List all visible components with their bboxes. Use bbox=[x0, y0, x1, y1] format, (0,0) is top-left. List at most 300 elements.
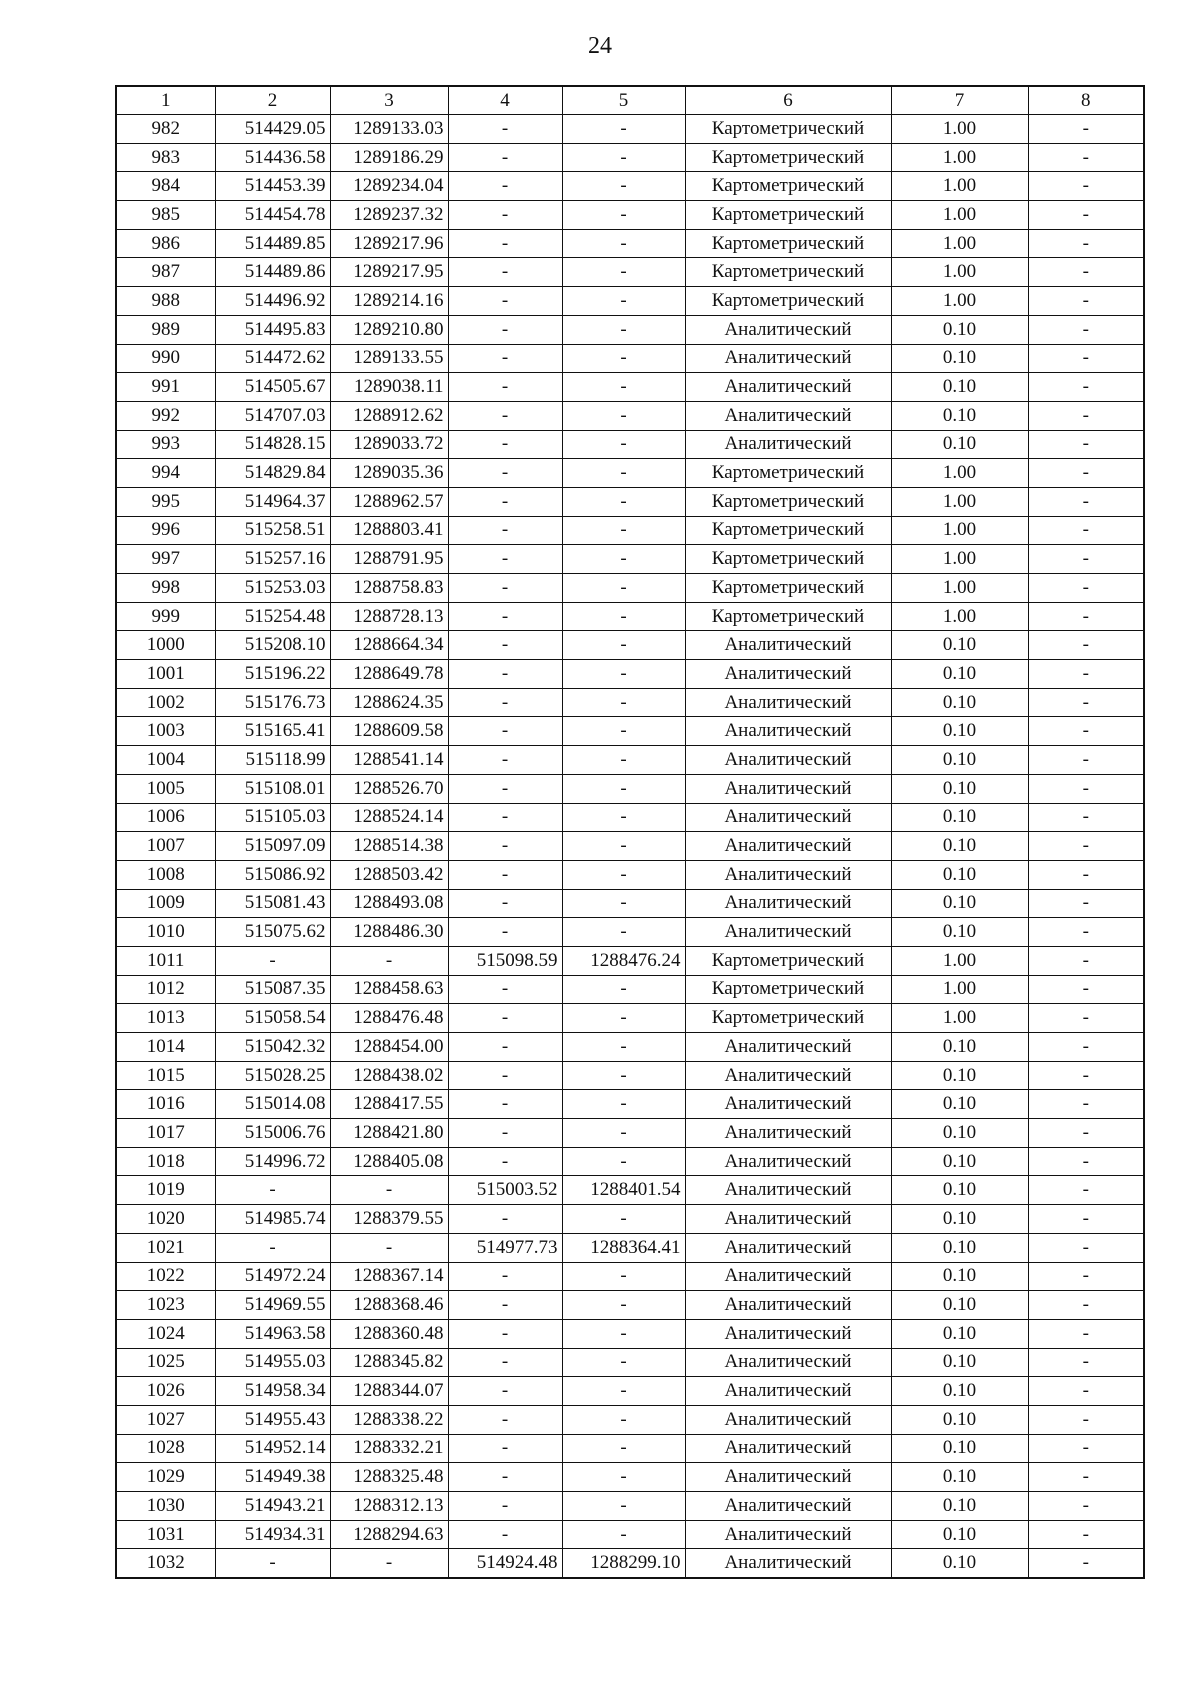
table-cell-col-2: 515118.99 bbox=[215, 746, 330, 775]
table-cell-col-1: 1030 bbox=[116, 1492, 215, 1521]
table-cell-col-2: 514943.21 bbox=[215, 1492, 330, 1521]
table-cell-col-3: 1288476.48 bbox=[330, 1004, 448, 1033]
page-number: 24 bbox=[588, 33, 612, 59]
table-cell-col-8: - bbox=[1028, 1549, 1144, 1578]
table-cell-col-7: 0.10 bbox=[891, 832, 1028, 861]
table-cell-col-2: 515086.92 bbox=[215, 860, 330, 889]
table-row bbox=[116, 918, 1144, 947]
table-cell-col-3: 1288379.55 bbox=[330, 1205, 448, 1234]
table-cell-col-5: - bbox=[562, 115, 685, 144]
column-header-8: 8 bbox=[1028, 86, 1144, 115]
table-cell-col-8: - bbox=[1028, 430, 1144, 459]
table-cell-col-3: 1288312.13 bbox=[330, 1492, 448, 1521]
table-row bbox=[116, 1434, 1144, 1463]
table-row bbox=[116, 487, 1144, 516]
table-cell-col-6: Аналитический bbox=[685, 1348, 891, 1377]
table-cell-col-8: - bbox=[1028, 946, 1144, 975]
table-cell-col-7: 0.10 bbox=[891, 860, 1028, 889]
table-cell-col-2: 514472.62 bbox=[215, 344, 330, 373]
table-cell-col-1: 1006 bbox=[116, 803, 215, 832]
table-cell-col-4: - bbox=[448, 258, 562, 287]
table-cell-col-2: 515028.25 bbox=[215, 1061, 330, 1090]
column-header-4: 4 bbox=[448, 86, 562, 115]
table-cell-col-7: 0.10 bbox=[891, 430, 1028, 459]
table-cell-col-3: 1288325.48 bbox=[330, 1463, 448, 1492]
table-cell-col-7: 1.00 bbox=[891, 487, 1028, 516]
table-cell-col-1: 1013 bbox=[116, 1004, 215, 1033]
table-cell-col-4: - bbox=[448, 717, 562, 746]
table-cell-col-1: 984 bbox=[116, 172, 215, 201]
table-cell-col-8: - bbox=[1028, 660, 1144, 689]
table-cell-col-3: 1288912.62 bbox=[330, 401, 448, 430]
table-cell-col-2: 514972.24 bbox=[215, 1262, 330, 1291]
table-cell-col-1: 1011 bbox=[116, 946, 215, 975]
table-cell-col-8: - bbox=[1028, 574, 1144, 603]
table-cell-col-2: 514934.31 bbox=[215, 1520, 330, 1549]
table-cell-col-8: - bbox=[1028, 631, 1144, 660]
table-row bbox=[116, 1205, 1144, 1234]
table-cell-col-5: - bbox=[562, 1119, 685, 1148]
table-cell-col-1: 1020 bbox=[116, 1205, 215, 1234]
table-cell-col-4: - bbox=[448, 918, 562, 947]
table-cell-col-8: - bbox=[1028, 287, 1144, 316]
table-cell-col-2: 515006.76 bbox=[215, 1119, 330, 1148]
table-body bbox=[116, 115, 1144, 1579]
table-cell-col-1: 992 bbox=[116, 401, 215, 430]
table-cell-col-7: 1.00 bbox=[891, 946, 1028, 975]
table-cell-col-8: - bbox=[1028, 315, 1144, 344]
table-cell-col-7: 0.10 bbox=[891, 1233, 1028, 1262]
table-cell-col-7: 1.00 bbox=[891, 258, 1028, 287]
table-cell-col-6: Аналитический bbox=[685, 746, 891, 775]
table-cell-col-4: - bbox=[448, 746, 562, 775]
table-cell-col-3: 1288294.63 bbox=[330, 1520, 448, 1549]
table-cell-col-2: 514828.15 bbox=[215, 430, 330, 459]
table-cell-col-3: 1288962.57 bbox=[330, 487, 448, 516]
table-cell-col-3: - bbox=[330, 946, 448, 975]
table-cell-col-5: - bbox=[562, 143, 685, 172]
table-cell-col-3: 1288360.48 bbox=[330, 1319, 448, 1348]
coordinates-table-container bbox=[115, 85, 1143, 1579]
table-cell-col-5: - bbox=[562, 1033, 685, 1062]
table-row bbox=[116, 574, 1144, 603]
table-cell-col-3: 1288458.63 bbox=[330, 975, 448, 1004]
table-cell-col-4: 514924.48 bbox=[448, 1549, 562, 1578]
table-row bbox=[116, 229, 1144, 258]
table-cell-col-6: Аналитический bbox=[685, 860, 891, 889]
table-cell-col-1: 1007 bbox=[116, 832, 215, 861]
table-row bbox=[116, 401, 1144, 430]
table-cell-col-6: Аналитический bbox=[685, 344, 891, 373]
table-cell-col-3: - bbox=[330, 1549, 448, 1578]
table-cell-col-5: - bbox=[562, 688, 685, 717]
table-cell-col-2: - bbox=[215, 1549, 330, 1578]
table-cell-col-4: 515098.59 bbox=[448, 946, 562, 975]
table-cell-col-3: 1288664.34 bbox=[330, 631, 448, 660]
table-cell-col-4: - bbox=[448, 1463, 562, 1492]
table-cell-col-6: Картометрический bbox=[685, 602, 891, 631]
table-cell-col-1: 1009 bbox=[116, 889, 215, 918]
table-cell-col-5: - bbox=[562, 401, 685, 430]
table-cell-col-2: 514453.39 bbox=[215, 172, 330, 201]
table-cell-col-3: - bbox=[330, 1176, 448, 1205]
table-cell-col-8: - bbox=[1028, 688, 1144, 717]
table-cell-col-2: 514949.38 bbox=[215, 1463, 330, 1492]
table-cell-col-1: 998 bbox=[116, 574, 215, 603]
table-cell-col-7: 0.10 bbox=[891, 717, 1028, 746]
table-cell-col-2: 514952.14 bbox=[215, 1434, 330, 1463]
table-cell-col-1: 1025 bbox=[116, 1348, 215, 1377]
table-cell-col-1: 988 bbox=[116, 287, 215, 316]
table-cell-col-2: 514955.43 bbox=[215, 1405, 330, 1434]
table-cell-col-4: - bbox=[448, 1520, 562, 1549]
table-cell-col-4: - bbox=[448, 516, 562, 545]
table-cell-col-1: 1014 bbox=[116, 1033, 215, 1062]
table-cell-col-6: Аналитический bbox=[685, 1147, 891, 1176]
table-cell-col-7: 1.00 bbox=[891, 574, 1028, 603]
table-cell-col-5: - bbox=[562, 287, 685, 316]
table-cell-col-4: - bbox=[448, 889, 562, 918]
table-cell-col-1: 1022 bbox=[116, 1262, 215, 1291]
table-cell-col-4: - bbox=[448, 287, 562, 316]
table-cell-col-8: - bbox=[1028, 1176, 1144, 1205]
table-cell-col-8: - bbox=[1028, 401, 1144, 430]
table-cell-col-5: - bbox=[562, 430, 685, 459]
table-cell-col-1: 1032 bbox=[116, 1549, 215, 1578]
table-cell-col-1: 989 bbox=[116, 315, 215, 344]
table-cell-col-2: 514429.05 bbox=[215, 115, 330, 144]
table-cell-col-2: 514489.85 bbox=[215, 229, 330, 258]
table-cell-col-2: - bbox=[215, 1233, 330, 1262]
table-cell-col-5: - bbox=[562, 717, 685, 746]
table-cell-col-3: 1288609.58 bbox=[330, 717, 448, 746]
table-cell-col-6: Картометрический bbox=[685, 115, 891, 144]
table-cell-col-1: 1029 bbox=[116, 1463, 215, 1492]
table-cell-col-2: - bbox=[215, 1176, 330, 1205]
table-row bbox=[116, 1492, 1144, 1521]
table-cell-col-4: - bbox=[448, 201, 562, 230]
table-cell-col-8: - bbox=[1028, 1319, 1144, 1348]
table-cell-col-2: 515058.54 bbox=[215, 1004, 330, 1033]
table-cell-col-7: 1.00 bbox=[891, 229, 1028, 258]
table-cell-col-4: - bbox=[448, 1119, 562, 1148]
table-cell-col-1: 1008 bbox=[116, 860, 215, 889]
table-cell-col-6: Аналитический bbox=[685, 315, 891, 344]
table-cell-col-6: Аналитический bbox=[685, 1405, 891, 1434]
table-cell-col-2: 515254.48 bbox=[215, 602, 330, 631]
table-cell-col-7: 0.10 bbox=[891, 1090, 1028, 1119]
table-cell-col-4: - bbox=[448, 832, 562, 861]
column-header-2: 2 bbox=[215, 86, 330, 115]
table-cell-col-6: Аналитический bbox=[685, 1291, 891, 1320]
table-cell-col-3: 1288503.42 bbox=[330, 860, 448, 889]
table-cell-col-3: 1289237.32 bbox=[330, 201, 448, 230]
table-cell-col-8: - bbox=[1028, 1119, 1144, 1148]
table-cell-col-2: 515257.16 bbox=[215, 545, 330, 574]
table-cell-col-8: - bbox=[1028, 1377, 1144, 1406]
table-cell-col-4: - bbox=[448, 1492, 562, 1521]
table-cell-col-8: - bbox=[1028, 545, 1144, 574]
table-cell-col-4: - bbox=[448, 602, 562, 631]
table-cell-col-7: 0.10 bbox=[891, 1520, 1028, 1549]
table-cell-col-2: 514985.74 bbox=[215, 1205, 330, 1234]
table-cell-col-3: 1289038.11 bbox=[330, 373, 448, 402]
column-header-6: 6 bbox=[685, 86, 891, 115]
table-cell-col-8: - bbox=[1028, 1090, 1144, 1119]
table-cell-col-7: 0.10 bbox=[891, 1319, 1028, 1348]
table-cell-col-3: 1288417.55 bbox=[330, 1090, 448, 1119]
table-cell-col-8: - bbox=[1028, 1291, 1144, 1320]
table-cell-col-5: - bbox=[562, 975, 685, 1004]
table-cell-col-1: 1021 bbox=[116, 1233, 215, 1262]
table-row bbox=[116, 803, 1144, 832]
table-cell-col-3: 1288728.13 bbox=[330, 602, 448, 631]
table-cell-col-6: Картометрический bbox=[685, 574, 891, 603]
table-cell-col-6: Картометрический bbox=[685, 1004, 891, 1033]
table-cell-col-6: Картометрический bbox=[685, 516, 891, 545]
table-cell-col-3: 1288438.02 bbox=[330, 1061, 448, 1090]
table-row bbox=[116, 975, 1144, 1004]
table-cell-col-8: - bbox=[1028, 344, 1144, 373]
table-cell-col-1: 1004 bbox=[116, 746, 215, 775]
table-cell-col-5: - bbox=[562, 1463, 685, 1492]
column-header-3: 3 bbox=[330, 86, 448, 115]
table-cell-col-3: 1288649.78 bbox=[330, 660, 448, 689]
table-cell-col-3: 1288367.14 bbox=[330, 1262, 448, 1291]
table-cell-col-2: 515087.35 bbox=[215, 975, 330, 1004]
table-cell-col-5: - bbox=[562, 803, 685, 832]
table-cell-col-2: 515196.22 bbox=[215, 660, 330, 689]
table-cell-col-1: 1018 bbox=[116, 1147, 215, 1176]
table-cell-col-5: - bbox=[562, 860, 685, 889]
table-cell-col-2: 515042.32 bbox=[215, 1033, 330, 1062]
table-cell-col-1: 990 bbox=[116, 344, 215, 373]
table-cell-col-7: 0.10 bbox=[891, 315, 1028, 344]
table-cell-col-2: 514964.37 bbox=[215, 487, 330, 516]
table-row bbox=[116, 1147, 1144, 1176]
table-cell-col-2: 514958.34 bbox=[215, 1377, 330, 1406]
table-cell-col-8: - bbox=[1028, 1463, 1144, 1492]
table-cell-col-1: 1028 bbox=[116, 1434, 215, 1463]
table-cell-col-5: - bbox=[562, 1004, 685, 1033]
table-cell-col-4: - bbox=[448, 1319, 562, 1348]
table-row bbox=[116, 746, 1144, 775]
table-cell-col-7: 0.10 bbox=[891, 746, 1028, 775]
table-cell-col-7: 0.10 bbox=[891, 1033, 1028, 1062]
table-cell-col-6: Аналитический bbox=[685, 832, 891, 861]
table-cell-col-6: Картометрический bbox=[685, 459, 891, 488]
table-row bbox=[116, 258, 1144, 287]
table-cell-col-5: - bbox=[562, 1090, 685, 1119]
table-cell-col-5: - bbox=[562, 1377, 685, 1406]
table-cell-col-2: 514963.58 bbox=[215, 1319, 330, 1348]
table-cell-col-2: 515208.10 bbox=[215, 631, 330, 660]
table-cell-col-4: - bbox=[448, 487, 562, 516]
table-row bbox=[116, 115, 1144, 144]
table-cell-col-2: 515176.73 bbox=[215, 688, 330, 717]
table-cell-col-5: - bbox=[562, 373, 685, 402]
table-cell-col-7: 0.10 bbox=[891, 1492, 1028, 1521]
table-cell-col-3: 1289035.36 bbox=[330, 459, 448, 488]
table-cell-col-8: - bbox=[1028, 258, 1144, 287]
table-cell-col-3: 1288344.07 bbox=[330, 1377, 448, 1406]
table-row bbox=[116, 1319, 1144, 1348]
table-cell-col-4: - bbox=[448, 631, 562, 660]
table-cell-col-5: 1288364.41 bbox=[562, 1233, 685, 1262]
table-cell-col-6: Аналитический bbox=[685, 1463, 891, 1492]
table-cell-col-5: - bbox=[562, 660, 685, 689]
table-cell-col-1: 986 bbox=[116, 229, 215, 258]
table-cell-col-7: 0.10 bbox=[891, 688, 1028, 717]
table-row bbox=[116, 1061, 1144, 1090]
table-cell-col-3: 1288791.95 bbox=[330, 545, 448, 574]
table-row bbox=[116, 201, 1144, 230]
table-cell-col-7: 1.00 bbox=[891, 115, 1028, 144]
table-row bbox=[116, 143, 1144, 172]
table-cell-col-5: - bbox=[562, 1262, 685, 1291]
table-cell-col-3: 1288332.21 bbox=[330, 1434, 448, 1463]
table-cell-col-6: Аналитический bbox=[685, 1176, 891, 1205]
table-cell-col-4: - bbox=[448, 143, 562, 172]
table-cell-col-5: - bbox=[562, 545, 685, 574]
table-cell-col-7: 0.10 bbox=[891, 774, 1028, 803]
table-cell-col-4: - bbox=[448, 1348, 562, 1377]
table-cell-col-6: Аналитический bbox=[685, 660, 891, 689]
table-row bbox=[116, 1549, 1144, 1578]
table-cell-col-2: 514496.92 bbox=[215, 287, 330, 316]
table-cell-col-8: - bbox=[1028, 975, 1144, 1004]
table-cell-col-4: - bbox=[448, 1090, 562, 1119]
table-cell-col-5: - bbox=[562, 602, 685, 631]
table-cell-col-5: - bbox=[562, 1061, 685, 1090]
table-cell-col-2: 514505.67 bbox=[215, 373, 330, 402]
table-cell-col-2: 514969.55 bbox=[215, 1291, 330, 1320]
table-cell-col-4: - bbox=[448, 1061, 562, 1090]
table-cell-col-8: - bbox=[1028, 1520, 1144, 1549]
table-cell-col-7: 1.00 bbox=[891, 1004, 1028, 1033]
table-cell-col-2: 515014.08 bbox=[215, 1090, 330, 1119]
table-cell-col-5: - bbox=[562, 344, 685, 373]
table-cell-col-5: - bbox=[562, 574, 685, 603]
table-cell-col-7: 0.10 bbox=[891, 631, 1028, 660]
table-cell-col-6: Аналитический bbox=[685, 918, 891, 947]
table-cell-col-8: - bbox=[1028, 516, 1144, 545]
table-row bbox=[116, 1405, 1144, 1434]
table-cell-col-8: - bbox=[1028, 201, 1144, 230]
table-cell-col-3: 1289133.03 bbox=[330, 115, 448, 144]
table-row bbox=[116, 373, 1144, 402]
table-cell-col-5: - bbox=[562, 1520, 685, 1549]
table-cell-col-8: - bbox=[1028, 1061, 1144, 1090]
table-cell-col-3: 1288338.22 bbox=[330, 1405, 448, 1434]
table-cell-col-6: Картометрический bbox=[685, 287, 891, 316]
table-cell-col-6: Аналитический bbox=[685, 1090, 891, 1119]
table-cell-col-6: Аналитический bbox=[685, 1061, 891, 1090]
table-cell-col-4: - bbox=[448, 574, 562, 603]
table-cell-col-8: - bbox=[1028, 803, 1144, 832]
table-cell-col-2: 515258.51 bbox=[215, 516, 330, 545]
table-row bbox=[116, 516, 1144, 545]
table-cell-col-2: 514707.03 bbox=[215, 401, 330, 430]
table-cell-col-7: 0.10 bbox=[891, 401, 1028, 430]
table-cell-col-4: 514977.73 bbox=[448, 1233, 562, 1262]
table-cell-col-4: - bbox=[448, 660, 562, 689]
table-cell-col-8: - bbox=[1028, 746, 1144, 775]
table-cell-col-5: - bbox=[562, 172, 685, 201]
column-header-5: 5 bbox=[562, 86, 685, 115]
table-cell-col-2: 514489.86 bbox=[215, 258, 330, 287]
table-cell-col-8: - bbox=[1028, 1033, 1144, 1062]
table-cell-col-4: - bbox=[448, 373, 562, 402]
table-row bbox=[116, 1463, 1144, 1492]
table-cell-col-4: - bbox=[448, 1205, 562, 1234]
table-cell-col-2: 515105.03 bbox=[215, 803, 330, 832]
table-cell-col-7: 0.10 bbox=[891, 1061, 1028, 1090]
table-cell-col-3: 1288803.41 bbox=[330, 516, 448, 545]
table-cell-col-7: 0.10 bbox=[891, 1348, 1028, 1377]
table-cell-col-6: Аналитический bbox=[685, 1549, 891, 1578]
table-row bbox=[116, 946, 1144, 975]
table-cell-col-8: - bbox=[1028, 889, 1144, 918]
table-cell-col-1: 982 bbox=[116, 115, 215, 144]
table-cell-col-1: 985 bbox=[116, 201, 215, 230]
table-cell-col-1: 1017 bbox=[116, 1119, 215, 1148]
table-cell-col-6: Аналитический bbox=[685, 1434, 891, 1463]
table-cell-col-5: - bbox=[562, 229, 685, 258]
table-cell-col-8: - bbox=[1028, 1492, 1144, 1521]
table-cell-col-8: - bbox=[1028, 918, 1144, 947]
table-row bbox=[116, 172, 1144, 201]
table-cell-col-3: 1288493.08 bbox=[330, 889, 448, 918]
table-cell-col-5: - bbox=[562, 1492, 685, 1521]
table-cell-col-5: 1288476.24 bbox=[562, 946, 685, 975]
table-row bbox=[116, 430, 1144, 459]
table-cell-col-3: 1289234.04 bbox=[330, 172, 448, 201]
table-cell-col-8: - bbox=[1028, 1205, 1144, 1234]
table-cell-col-7: 0.10 bbox=[891, 1176, 1028, 1205]
table-cell-col-7: 1.00 bbox=[891, 459, 1028, 488]
table-cell-col-4: - bbox=[448, 430, 562, 459]
table-cell-col-5: - bbox=[562, 315, 685, 344]
table-cell-col-3: 1289214.16 bbox=[330, 287, 448, 316]
table-cell-col-2: 514454.78 bbox=[215, 201, 330, 230]
table-cell-col-3: 1288758.83 bbox=[330, 574, 448, 603]
table-cell-col-8: - bbox=[1028, 459, 1144, 488]
table-cell-col-5: - bbox=[562, 918, 685, 947]
table-cell-col-5: - bbox=[562, 1291, 685, 1320]
table-cell-col-6: Аналитический bbox=[685, 401, 891, 430]
table-cell-col-6: Аналитический bbox=[685, 631, 891, 660]
table-cell-col-8: - bbox=[1028, 717, 1144, 746]
table-cell-col-5: - bbox=[562, 1147, 685, 1176]
table-cell-col-8: - bbox=[1028, 172, 1144, 201]
table-cell-col-7: 0.10 bbox=[891, 373, 1028, 402]
table-cell-col-6: Аналитический bbox=[685, 1205, 891, 1234]
table-cell-col-7: 1.00 bbox=[891, 602, 1028, 631]
table-cell-col-5: - bbox=[562, 258, 685, 287]
table-cell-col-4: - bbox=[448, 172, 562, 201]
table-row bbox=[116, 1004, 1144, 1033]
table-row bbox=[116, 1176, 1144, 1205]
table-row bbox=[116, 545, 1144, 574]
table-cell-col-6: Аналитический bbox=[685, 1262, 891, 1291]
table-cell-col-6: Аналитический bbox=[685, 1377, 891, 1406]
table-cell-col-3: 1288405.08 bbox=[330, 1147, 448, 1176]
table-cell-col-1: 1003 bbox=[116, 717, 215, 746]
table-cell-col-4: - bbox=[448, 115, 562, 144]
table-cell-col-4: - bbox=[448, 975, 562, 1004]
table-cell-col-3: - bbox=[330, 1233, 448, 1262]
